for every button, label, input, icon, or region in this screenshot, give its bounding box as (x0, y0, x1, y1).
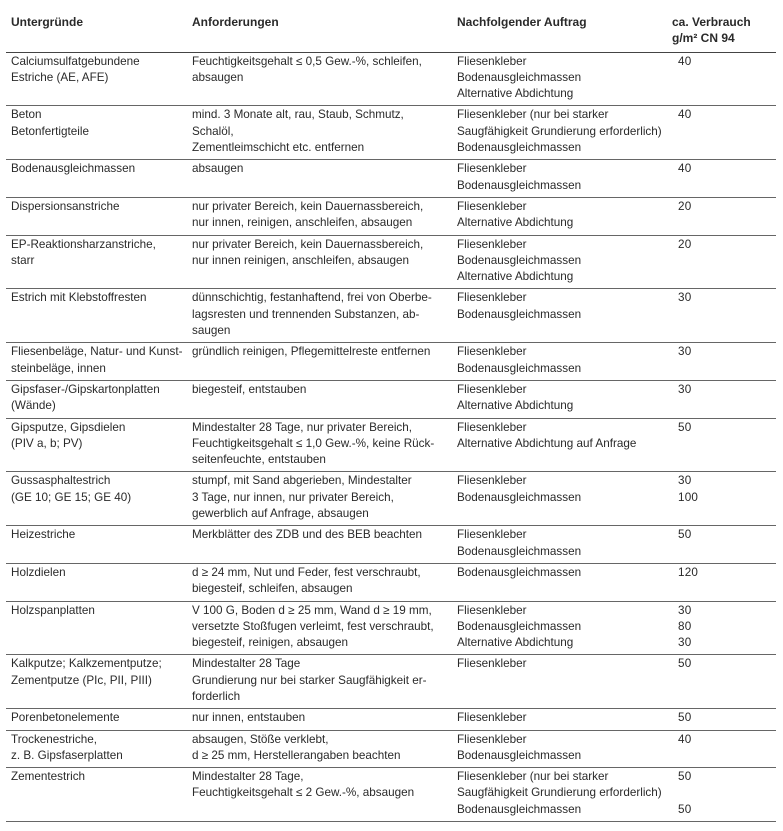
cell-consumption (667, 526, 776, 564)
cell-next-step-line: Fliesenkleber (457, 382, 527, 396)
cell-requirements (187, 197, 452, 235)
cell-next-step-line: Fliesenkleber (457, 291, 527, 305)
cell-next-step-line: Bodenausgleichmassen (457, 748, 582, 762)
header-requirements: Anforderungen (187, 3, 452, 52)
cell-requirements-line: nur innen, reinigen, anschleifen, absaugen (192, 216, 413, 230)
cell-substrate-line: Kalkputze; Kalkzementputze; (11, 657, 162, 671)
cell-next-step (452, 730, 667, 768)
cell-next-step-line: Fliesenkleber (457, 657, 527, 671)
cell-next-step-line: Fliesenkleber (nur bei starker (457, 108, 609, 122)
cell-requirements (187, 472, 452, 526)
cell-next-step-line: Bodenausgleichmassen (457, 619, 582, 633)
cell-requirements-line: Feuchtigkeitsgehalt ≤ 1,0 Gew.-%, keine Rück- (192, 436, 435, 450)
cell-next-step-line: Fliesenkleber (nur bei starker (457, 770, 609, 784)
cell-requirements-line: d ≥ 25 mm, Herstellerangaben beachten (192, 748, 401, 762)
cell-substrate (6, 289, 187, 343)
cell-requirements-line: biegesteif, entstauben (192, 382, 307, 396)
table-row (6, 160, 776, 198)
cell-substrate-line: (PIV a, b; PV) (11, 436, 83, 450)
cell-next-step-line: Fliesenkleber (457, 711, 527, 725)
cell-consumption-line: 80 (678, 619, 692, 633)
cell-requirements (187, 289, 452, 343)
table-row (6, 197, 776, 235)
table-row (6, 235, 776, 289)
cell-requirements-line: Mindestalter 28 Tage, (192, 770, 304, 784)
cell-consumption-line: 40 (678, 162, 692, 176)
cell-consumption (667, 380, 776, 418)
table-row (6, 289, 776, 343)
cell-requirements (187, 768, 452, 822)
cell-consumption-line: 50 (678, 711, 692, 725)
cell-substrate (6, 709, 187, 730)
table-row (6, 601, 776, 655)
cell-requirements-line: Grundierung nur bei starker Saugfähigkeit er- (192, 673, 427, 687)
cell-substrate (6, 601, 187, 655)
cell-requirements-line: 3 Tage, nur innen, nur privater Bereich, (192, 490, 394, 504)
cell-consumption-line: 40 (678, 732, 692, 746)
cell-substrate (6, 380, 187, 418)
cell-substrate (6, 106, 187, 160)
cell-substrate-line: Gipsputze, Gipsdielen (11, 420, 126, 434)
cell-substrate-line: Holzspanplatten (11, 603, 95, 617)
cell-consumption-line: 50 (678, 802, 692, 816)
cell-substrate (6, 526, 187, 564)
header-consumption-line: g/m² CN 94 (672, 31, 735, 46)
cell-next-step (452, 343, 667, 381)
cell-next-step-line: Fliesenkleber (457, 199, 527, 213)
table-row (6, 52, 776, 106)
header-substrate: Untergründe (6, 3, 187, 52)
cell-requirements-line: V 100 G, Boden d ≥ 25 mm, Wand d ≥ 19 mm, (192, 603, 432, 617)
cell-next-step (452, 289, 667, 343)
cell-next-step-line: Bodenausgleichmassen (457, 490, 582, 504)
cell-substrate-line: Betonfertigteile (11, 124, 89, 138)
cell-next-step-line: Bodenausgleichmassen (457, 253, 582, 267)
cell-next-step-line: Bodenausgleichmassen (457, 802, 582, 816)
cell-consumption (667, 52, 776, 106)
cell-consumption-line: 30 (678, 636, 692, 650)
cell-next-step-line: Fliesenkleber (457, 54, 527, 68)
cell-substrate (6, 160, 187, 198)
header-consumption (667, 3, 776, 52)
cell-next-step (452, 235, 667, 289)
cell-next-step-line: Fliesenkleber (457, 345, 527, 359)
cell-next-step-line: Bodenausgleichmassen (457, 565, 582, 579)
cell-next-step-line: Alternative Abdichtung (457, 636, 574, 650)
cell-substrate (6, 768, 187, 822)
cell-substrate-line: Gussasphaltestrich (11, 474, 111, 488)
cell-requirements-line: Feuchtigkeitsgehalt ≤ 0,5 Gew.-%, schleifen, (192, 54, 422, 68)
cell-next-step (452, 472, 667, 526)
cell-requirements-line: biegesteif, schleifen, absaugen (192, 582, 353, 596)
cell-substrate-line: steinbeläge, innen (11, 361, 106, 375)
cell-substrate-line: Fliesenbeläge, Natur- und Kunst- (11, 345, 183, 359)
cell-consumption (667, 418, 776, 472)
cell-requirements-line: seitenfeuchte, entstauben (192, 453, 326, 467)
cell-consumption-line: 50 (678, 528, 692, 542)
table-body (6, 52, 776, 821)
table-row (6, 709, 776, 730)
table-row (6, 563, 776, 601)
cell-requirements-line: nur privater Bereich, kein Dauernassbereich, (192, 199, 424, 213)
cell-requirements-line: forderlich (192, 689, 241, 703)
cell-next-step (452, 52, 667, 106)
cell-consumption (667, 343, 776, 381)
cell-substrate-line: Estrich mit Klebstoffresten (11, 291, 147, 305)
cell-requirements-line: dünnschichtig, festanhaftend, frei von Oberbe- (192, 291, 432, 305)
cell-substrate-line: (GE 10; GE 15; GE 40) (11, 490, 132, 504)
cell-next-step (452, 563, 667, 601)
cell-substrate (6, 418, 187, 472)
cell-consumption (667, 160, 776, 198)
cell-next-step-line: Fliesenkleber (457, 528, 527, 542)
cell-consumption-line: 30 (678, 382, 692, 396)
cell-next-step-line: Saugfähigkeit Grundierung erforderlich) (457, 786, 662, 800)
cell-requirements-line: d ≥ 24 mm, Nut und Feder, fest verschraubt, (192, 565, 421, 579)
cell-consumption (667, 655, 776, 709)
cell-requirements-line: nur privater Bereich, kein Dauernassbereich, (192, 237, 424, 251)
cell-requirements-line: gründlich reinigen, Pflegemittelreste entfernen (192, 345, 431, 359)
cell-requirements-line: saugen (192, 324, 231, 338)
cell-requirements-line: nur innen reinigen, anschleifen, absaugen (192, 253, 410, 267)
cell-consumption (667, 472, 776, 526)
cell-substrate (6, 197, 187, 235)
cell-next-step (452, 106, 667, 160)
cell-next-step (452, 526, 667, 564)
cell-substrate-line: Beton (11, 108, 42, 122)
cell-consumption-line: 40 (678, 54, 692, 68)
cell-requirements-line: nur innen, entstauben (192, 711, 306, 725)
cell-requirements (187, 235, 452, 289)
cell-next-step-line: Fliesenkleber (457, 603, 527, 617)
cell-requirements (187, 655, 452, 709)
cell-substrate-line: Dispersionsanstriche (11, 199, 120, 213)
cell-substrate (6, 655, 187, 709)
cell-requirements (187, 730, 452, 768)
cell-requirements (187, 418, 452, 472)
cell-next-step-line: Alternative Abdichtung auf Anfrage (457, 436, 637, 450)
cell-substrate (6, 563, 187, 601)
cell-next-step-line: Alternative Abdichtung (457, 87, 574, 101)
cell-consumption (667, 709, 776, 730)
cell-substrate (6, 472, 187, 526)
cell-consumption-line: 40 (678, 108, 692, 122)
cell-substrate-line: Trockenestriche, (11, 732, 97, 746)
cell-substrate (6, 343, 187, 381)
cell-requirements (187, 160, 452, 198)
cell-substrate-line: Calciumsulfatgebundene (11, 54, 140, 68)
substrate-table (6, 3, 776, 822)
cell-requirements-line: versetzte Stoßfugen verleimt, fest verschraubt, (192, 619, 434, 633)
table-row (6, 730, 776, 768)
cell-substrate-line: Bodenausgleichmassen (11, 162, 136, 176)
cell-consumption-line: 120 (678, 565, 699, 579)
cell-next-step-line: Bodenausgleichmassen (457, 544, 582, 558)
cell-substrate-line: Zementputze (PIc, PII, PIII) (11, 673, 152, 687)
cell-consumption (667, 563, 776, 601)
cell-requirements-line: biegesteif, reinigen, absaugen (192, 636, 348, 650)
cell-consumption (667, 106, 776, 160)
cell-requirements (187, 526, 452, 564)
cell-substrate-line: Estriche (AE, AFE) (11, 70, 109, 84)
cell-consumption-line: 50 (678, 420, 692, 434)
table-row (6, 472, 776, 526)
cell-consumption-line: 100 (678, 490, 699, 504)
cell-next-step-line: Fliesenkleber (457, 420, 527, 434)
cell-requirements (187, 563, 452, 601)
cell-next-step (452, 768, 667, 822)
cell-next-step (452, 601, 667, 655)
table-row (6, 106, 776, 160)
cell-requirements-line: Schalöl, (192, 124, 234, 138)
cell-requirements-line: Feuchtigkeitsgehalt ≤ 2 Gew.-%, absaugen (192, 786, 415, 800)
cell-next-step-line: Bodenausgleichmassen (457, 70, 582, 84)
cell-requirements-line: Zementleimschicht etc. entfernen (192, 141, 365, 155)
cell-consumption-line: 30 (678, 603, 692, 617)
cell-substrate-line: Porenbetonelemente (11, 711, 120, 725)
cell-next-step-line: Fliesenkleber (457, 474, 527, 488)
cell-consumption (667, 235, 776, 289)
cell-requirements-line: absaugen, Stöße verklebt, (192, 732, 329, 746)
cell-next-step (452, 197, 667, 235)
cell-next-step-line: Bodenausgleichmassen (457, 307, 582, 321)
cell-next-step-line: Alternative Abdichtung (457, 399, 574, 413)
cell-substrate-line: (Wände) (11, 399, 56, 413)
cell-consumption-line: 30 (678, 345, 692, 359)
cell-requirements-line: gewerblich auf Anfrage, absaugen (192, 507, 369, 521)
cell-requirements-line: absaugen (192, 70, 244, 84)
cell-substrate-line: Gipsfaser-/Gipskartonplatten (11, 382, 160, 396)
cell-requirements-line: lagsresten und trennenden Substanzen, ab- (192, 307, 420, 321)
cell-requirements (187, 106, 452, 160)
cell-next-step-line: Alternative Abdichtung (457, 270, 574, 284)
table-row (6, 526, 776, 564)
cell-consumption-line: 50 (678, 657, 692, 671)
cell-next-step (452, 655, 667, 709)
table-row (6, 343, 776, 381)
cell-substrate-line: Holzdielen (11, 565, 66, 579)
cell-requirements-line: absaugen (192, 162, 244, 176)
header-next-step: Nachfolgender Auftrag (452, 3, 667, 52)
table-row (6, 418, 776, 472)
table-row (6, 768, 776, 822)
cell-requirements (187, 52, 452, 106)
cell-next-step-line: Fliesenkleber (457, 162, 527, 176)
cell-next-step (452, 418, 667, 472)
cell-consumption-line: 30 (678, 291, 692, 305)
cell-consumption-line: 50 (678, 770, 692, 784)
cell-requirements (187, 601, 452, 655)
cell-consumption (667, 289, 776, 343)
cell-substrate-line: starr (11, 253, 35, 267)
cell-next-step-line: Fliesenkleber (457, 732, 527, 746)
cell-next-step-line: Saugfähigkeit Grundierung erforderlich) (457, 124, 662, 138)
cell-next-step-line: Fliesenkleber (457, 237, 527, 251)
cell-consumption-line: 20 (678, 237, 692, 251)
cell-consumption (667, 768, 776, 822)
cell-consumption (667, 730, 776, 768)
cell-substrate-line: Zementestrich (11, 770, 86, 784)
cell-requirements (187, 343, 452, 381)
cell-requirements-line: Mindestalter 28 Tage (192, 657, 301, 671)
cell-substrate-line: EP-Reaktionsharzanstriche, (11, 237, 156, 251)
cell-next-step (452, 380, 667, 418)
header-row (6, 3, 776, 52)
cell-consumption-line: 30 (678, 474, 692, 488)
cell-consumption (667, 197, 776, 235)
cell-next-step (452, 709, 667, 730)
cell-substrate-line: Heizestriche (11, 528, 76, 542)
cell-requirements-line: stumpf, mit Sand abgerieben, Mindestalter (192, 474, 412, 488)
cell-requirements-line: Merkblätter des ZDB und des BEB beachten (192, 528, 422, 542)
header-consumption-line: ca. Verbrauch (672, 15, 751, 29)
table-row (6, 380, 776, 418)
cell-substrate (6, 730, 187, 768)
cell-requirements (187, 709, 452, 730)
cell-next-step-line: Bodenausgleichmassen (457, 141, 582, 155)
cell-requirements-line: mind. 3 Monate alt, rau, Staub, Schmutz, (192, 108, 404, 122)
cell-next-step-line: Bodenausgleichmassen (457, 361, 582, 375)
cell-consumption (667, 601, 776, 655)
table-row (6, 655, 776, 709)
cell-requirements-line: Mindestalter 28 Tage, nur privater Bereich, (192, 420, 413, 434)
cell-substrate-line: z. B. Gipsfaserplatten (11, 748, 123, 762)
cell-substrate (6, 235, 187, 289)
table-header (6, 3, 776, 52)
cell-consumption-line (678, 785, 772, 801)
cell-consumption-line: 20 (678, 199, 692, 213)
cell-substrate (6, 52, 187, 106)
cell-next-step-line: Bodenausgleichmassen (457, 178, 582, 192)
cell-next-step (452, 160, 667, 198)
cell-next-step-line: Alternative Abdichtung (457, 216, 574, 230)
cell-requirements (187, 380, 452, 418)
